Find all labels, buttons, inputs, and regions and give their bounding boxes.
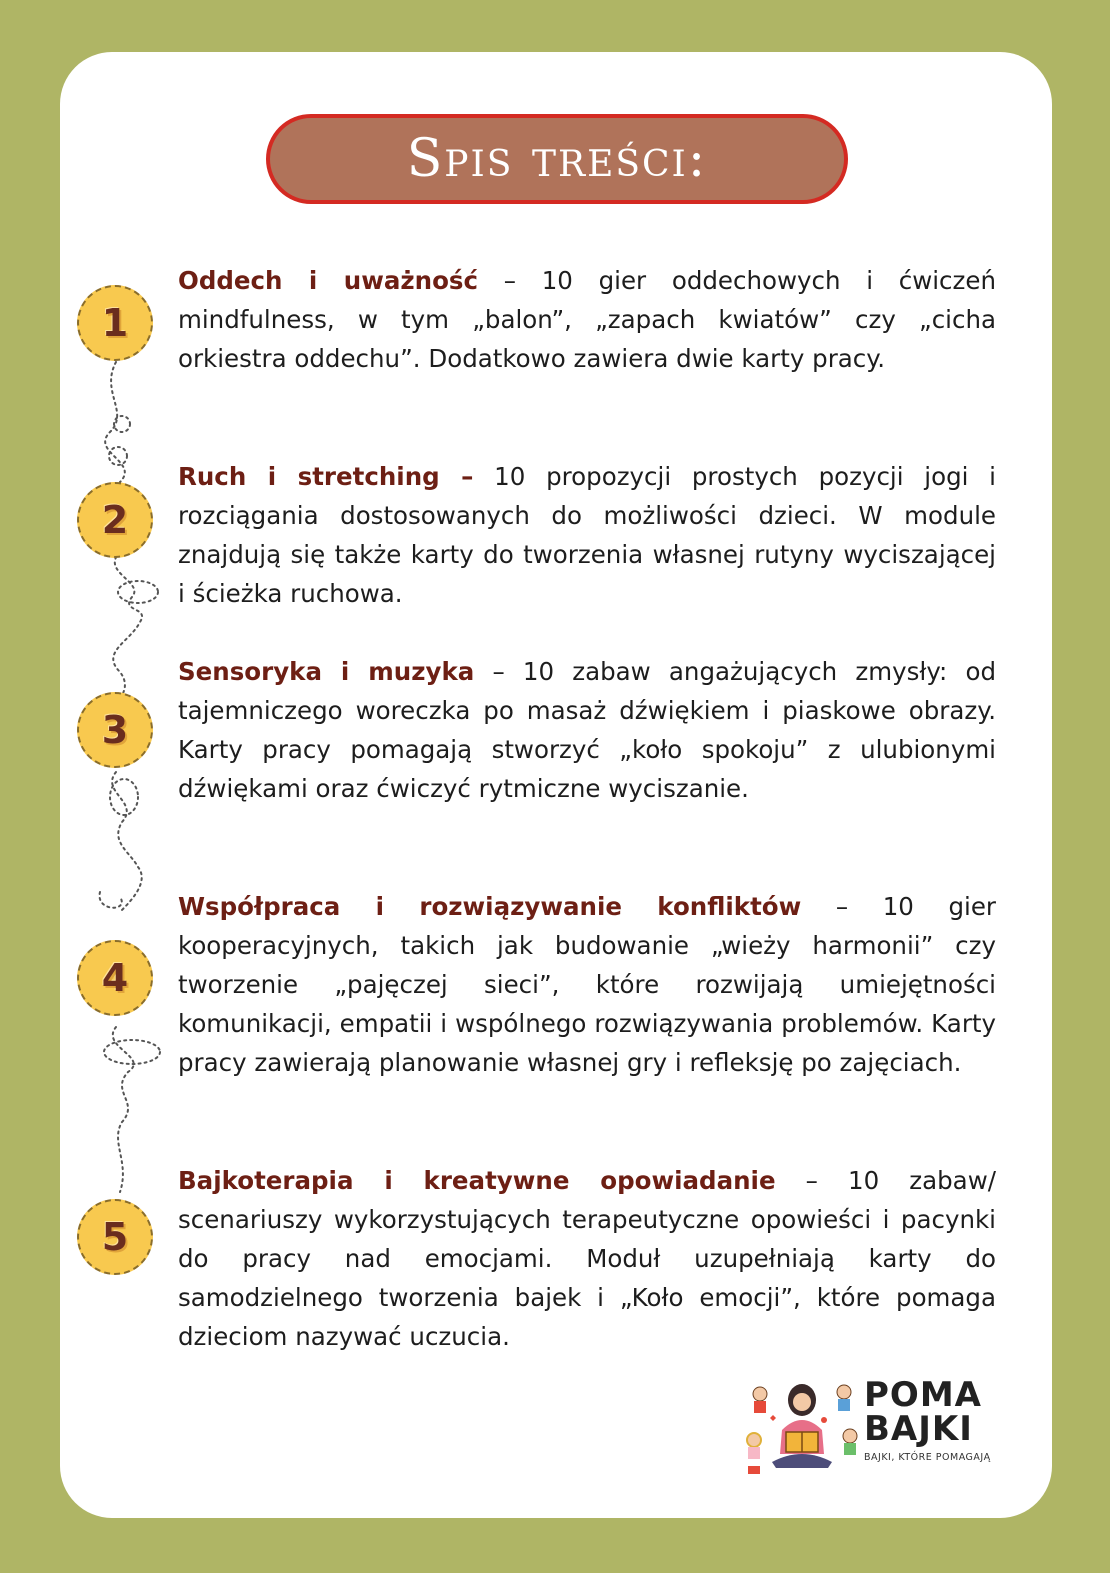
section-2-heading: Ruch i stretching – — [178, 462, 474, 491]
section-number-2: 2 — [77, 482, 153, 558]
section-number-4: 4 — [77, 940, 153, 1016]
pomabajki-logo — [740, 1370, 1000, 1480]
section-5-heading: Bajkoterapia i kreatywne opowiadanie — [178, 1166, 776, 1195]
section-number-3: 3 — [77, 692, 153, 768]
content-card — [60, 52, 1052, 1518]
page-title-text: Spis treści: — [406, 129, 708, 189]
section-4-text: – 10 gier kooperacyjnych, takich jak budowanie „wieży harmonii” czy tworzenie „pajęczej sieci”, które rozwijają umiejętności komunikacji, empatii i wspólnego rozwiązywania problemów. Karty pracy zawierają planowanie własnej gry i refleksję po zajęciach. — [178, 892, 996, 1077]
section-3-text: – 10 zabaw angażujących zmysły: od tajemniczego woreczka po masaż dźwiękiem i piaskowe obrazy. Karty pracy pomagają stworzyć „koło spokoju” z ulubionymi dźwiękami oraz ćwiczyć rytmiczne wyciszanie. — [178, 657, 997, 803]
logo-line-2: BAJKI — [864, 1409, 973, 1449]
section-1-text: – 10 gier oddechowych i ćwiczeń mindfulness, w tym „balon”, „zapach kwiatów” czy „cicha orkiestra oddechu”. Dodatkowo zawiera dwie karty pracy. — [178, 266, 996, 373]
section-number-5: 5 — [77, 1199, 153, 1275]
section-3 — [178, 652, 996, 808]
section-2-text: 10 propozycji prostych pozycji jogi i rozciągania dostosowanych do możliwości dzieci. W module znajdują się także karty do tworzenia własnej rutyny wyciszającej i ścieżka ruchowa. — [178, 462, 996, 608]
section-4 — [178, 887, 996, 1082]
section-5 — [178, 1161, 996, 1356]
logo-tagline: BAJKI, KTÓRE POMAGAJĄ — [864, 1452, 991, 1463]
logo-wordmark — [864, 1375, 982, 1449]
page-title — [266, 114, 848, 204]
section-4-heading: Współpraca i rozwiązywanie konfliktów — [178, 892, 802, 921]
section-1 — [178, 261, 996, 378]
section-5-text: – 10 zabaw/ scenariuszy wykorzystujących terapeutyczne opowieści i pacynki do pracy nad emocjami. Moduł uzupełniają karty do samodzielnego tworzenia bajek i „Koło emocji”, które pomaga dzieciom nazywać uczucia. — [178, 1166, 996, 1351]
logo-line-1: POMA — [864, 1375, 982, 1415]
section-number-1: 1 — [77, 285, 153, 361]
section-1-heading: Oddech i uważność — [178, 266, 479, 295]
logo-illustration-icon — [740, 1370, 864, 1480]
section-3-heading: Sensoryka i muzyka — [178, 657, 475, 686]
section-2 — [178, 457, 996, 613]
